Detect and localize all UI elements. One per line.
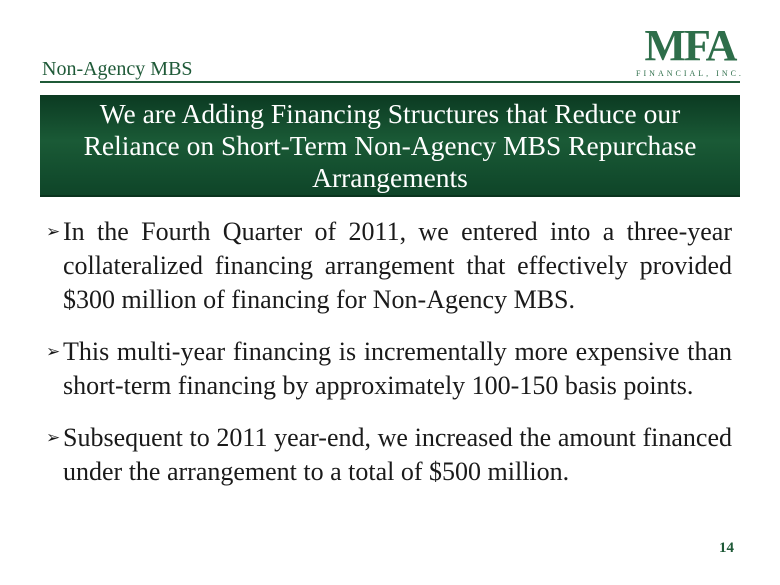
list-item: [46, 421, 732, 489]
arrow-right-icon: ➢: [46, 428, 61, 448]
header-divider: [40, 81, 740, 83]
slide-title: We are Adding Financing Structures that Reduce our Reliance on Short-Term Non-Agency MBS Repurchase Arrangements: [83, 98, 697, 193]
list-item: [46, 215, 732, 317]
logo-mark: MFA: [644, 21, 736, 70]
section-label: Non-Agency MBS: [42, 58, 193, 80]
list-item: [46, 335, 732, 403]
logo-subtitle: FINANCIAL, INC.: [636, 69, 744, 78]
bullet-text: In the Fourth Quarter of 2011, we entered into a three-year collateralized financing arrangement that effectively provided $300 million of financing for Non-Agency MBS.: [63, 217, 732, 314]
bullet-text: Subsequent to 2011 year-end, we increased the amount financed under the arrangement to a total of $500 million.: [63, 423, 732, 486]
company-logo: [634, 21, 746, 80]
bullet-list: [46, 215, 732, 507]
title-banner: [40, 95, 740, 197]
arrow-right-icon: ➢: [46, 342, 61, 362]
page-number: 14: [719, 540, 734, 556]
arrow-right-icon: ➢: [46, 222, 61, 242]
bullet-text: This multi-year financing is incrementally more expensive than short-term financing by approximately 100-150 basis points.: [63, 337, 732, 400]
